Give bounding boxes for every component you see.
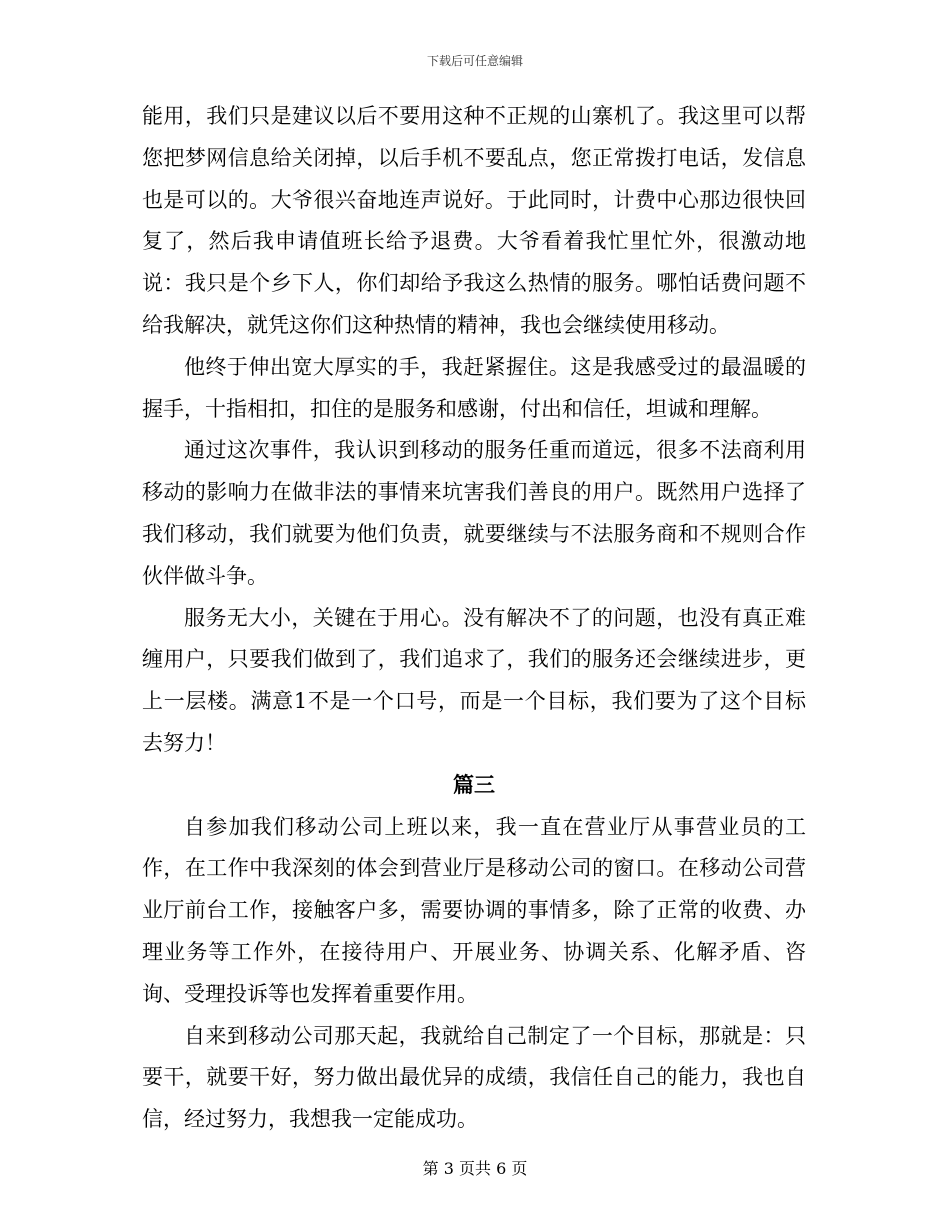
section-paragraph-goal: 自来到移动公司那天起，我就给自己制定了一个目标，那就是：只要干，就要干好，努力做出最优异的成绩，我信任自己的能力，我也自信，经过努力，我想我一定能成功。 [142, 1023, 806, 1132]
paragraph-lesson: 通过这次事件，我认识到移动的服务任重而道远，很多不法商利用移动的影响力在做非法的事情来坑害我们善良的用户。既然用户选择了我们移动，我们就要为他们负责，就要继续与不法服务商和不规则合作伙伴做斗争。 [142, 438, 806, 588]
paragraph-service: 服务无大小，关键在于用心。没有解决不了的问题，也没有真正难缠用户，只要我们做到了，我们追求了，我们的服务还会继续进步，更上一层楼。满意1不是一个口号，而是一个目标，我们要为了这个目标去努力！ [142, 605, 806, 755]
page-number: 第 3 页共 6 页 [422, 1159, 528, 1178]
document-body [142, 96, 806, 1141]
paragraph-handshake: 他终于伸出宽大厚实的手，我赶紧握住。这是我感受过的最温暖的握手，十指相扣，扣住的是服务和感谢，付出和信任，坦诚和理解。 [142, 354, 806, 421]
paragraph-continued: 能用，我们只是建议以后不要用这种不正规的山寨机了。我这里可以帮您把梦网信息给关闭掉，以后手机不要乱点，您正常拨打电话，发信息也是可以的。大爷很兴奋地连声说好。于此同时，计费中心那边很快回复了，然后我申请值班长给予退费。大爷看着我忙里忙外，很激动地说：我只是个乡下人，你们却给予我这么热情的服务。哪怕话费问题不给我解决，就凭这你们这种热情的精神，我也会继续使用移动。 [142, 104, 806, 337]
page-header-note: 下载后可任意编辑 [426, 54, 523, 68]
section-title: 篇三 [453, 772, 495, 797]
section-paragraph-intro: 自参加我们移动公司上班以来，我一直在营业厅从事营业员的工作，在工作中我深刻的体会到营业厅是移动公司的窗口。在移动公司营业厅前台工作，接触客户多，需要协调的事情多，除了正常的收费、办理业务等工作外，在接待用户、开展业务、协调关系、化解矛盾、咨询、受理投诉等也发挥着重要作用。 [142, 814, 806, 1006]
